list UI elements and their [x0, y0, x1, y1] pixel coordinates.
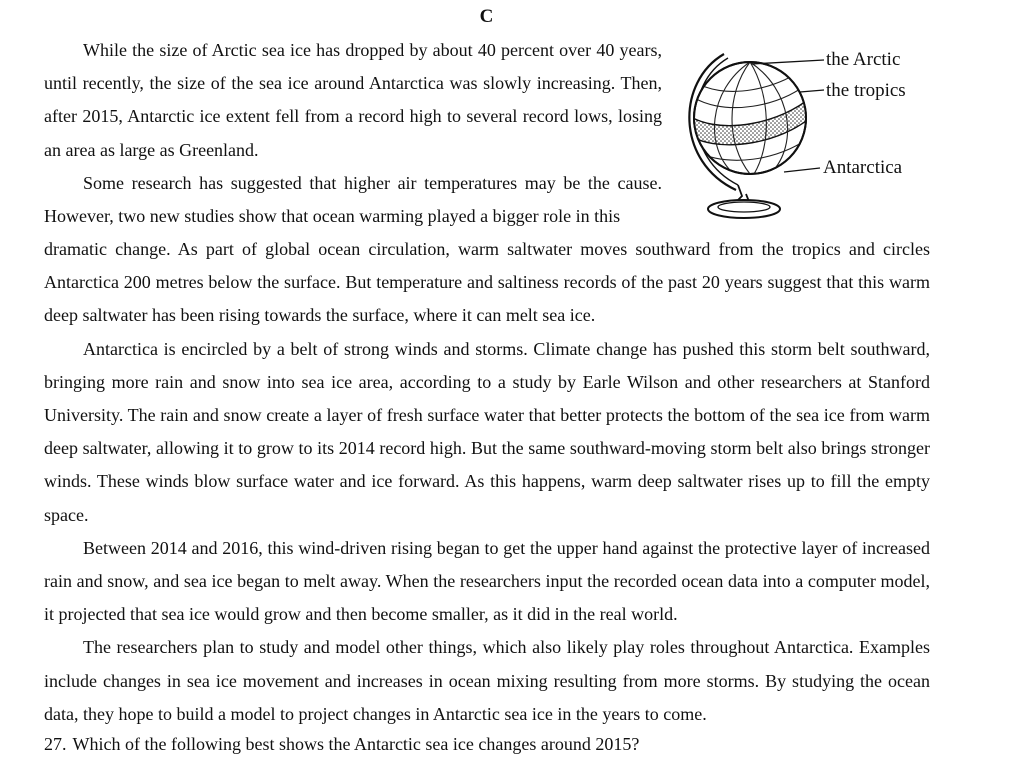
paragraph-3: Antarctica is encircled by a belt of strong winds and storms. Climate change has pushed this storm belt southward, bringing more rain and snow into sea ice area, according to a study by Earle Wilson and other researchers at Stanford University. The rain and snow create a layer of fresh surface water that better protects the bottom of the sea ice from warm deep saltwater, allowing it to grow to its 2014 record high. But the same southward-moving storm belt also brings stronger winds. These winds blow surface water and ice forward. As this happens, warm deep saltwater rises up to fill the empty space. [44, 338, 930, 525]
label-arctic: the Arctic [826, 49, 901, 70]
label-tropics: the tropics [826, 80, 906, 101]
antarctica-leader [784, 168, 820, 172]
paragraph-2-start: Some research has suggested that higher air temperatures may be the cause. However, two new studies show that ocean warming played a bigger role in this [44, 172, 662, 227]
tropics-leader [800, 90, 824, 92]
paragraph-4: Between 2014 and 2016, this wind-driven rising began to get the upper hand against the protective layer of increased rain and snow, and sea ice began to melt away. When the researchers input the recorded ocean data into a computer model, it projected that sea ice would grow and then become smaller, as it did in the real world. [44, 537, 930, 625]
question-27 [44, 730, 934, 758]
question-number: 27. [44, 734, 67, 754]
globe-figure [672, 44, 932, 224]
paragraph-1: While the size of Arctic sea ice has dropped by about 40 percent over 40 years, until recently, the size of the sea ice around Antarctica was slowly increasing. Then, after 2015, Antarctic ice extent fell from a record high to several record lows, losing an area as large as Greenland. [44, 40, 662, 160]
section-letter: C [479, 6, 494, 27]
passage-intro [44, 34, 662, 233]
paragraph-2-rest: dramatic change. As part of global ocean circulation, warm saltwater moves southward from the tropics and circles Antarctica 200 metres below the surface. But temperature and saltiness records of the past 20 years suggest that this warm deep saltwater has been rising towards the surface, where it can melt sea ice. [44, 239, 930, 326]
label-antarctica: Antarctica [823, 157, 903, 178]
question-text: Which of the following best shows the Antarctic sea ice changes around 2015? [72, 734, 640, 754]
paragraph-5: The researchers plan to study and model other things, which also likely play roles throughout Antarctica. Examples include changes in sea ice movement and increases in ocean mixing resulting from more storms. By studying the ocean data, they hope to build a model to project changes in Antarctic sea ice in the years to come. [44, 637, 930, 724]
passage-body [44, 233, 930, 731]
globe-illustration [672, 44, 932, 224]
arctic-leader [752, 60, 824, 64]
